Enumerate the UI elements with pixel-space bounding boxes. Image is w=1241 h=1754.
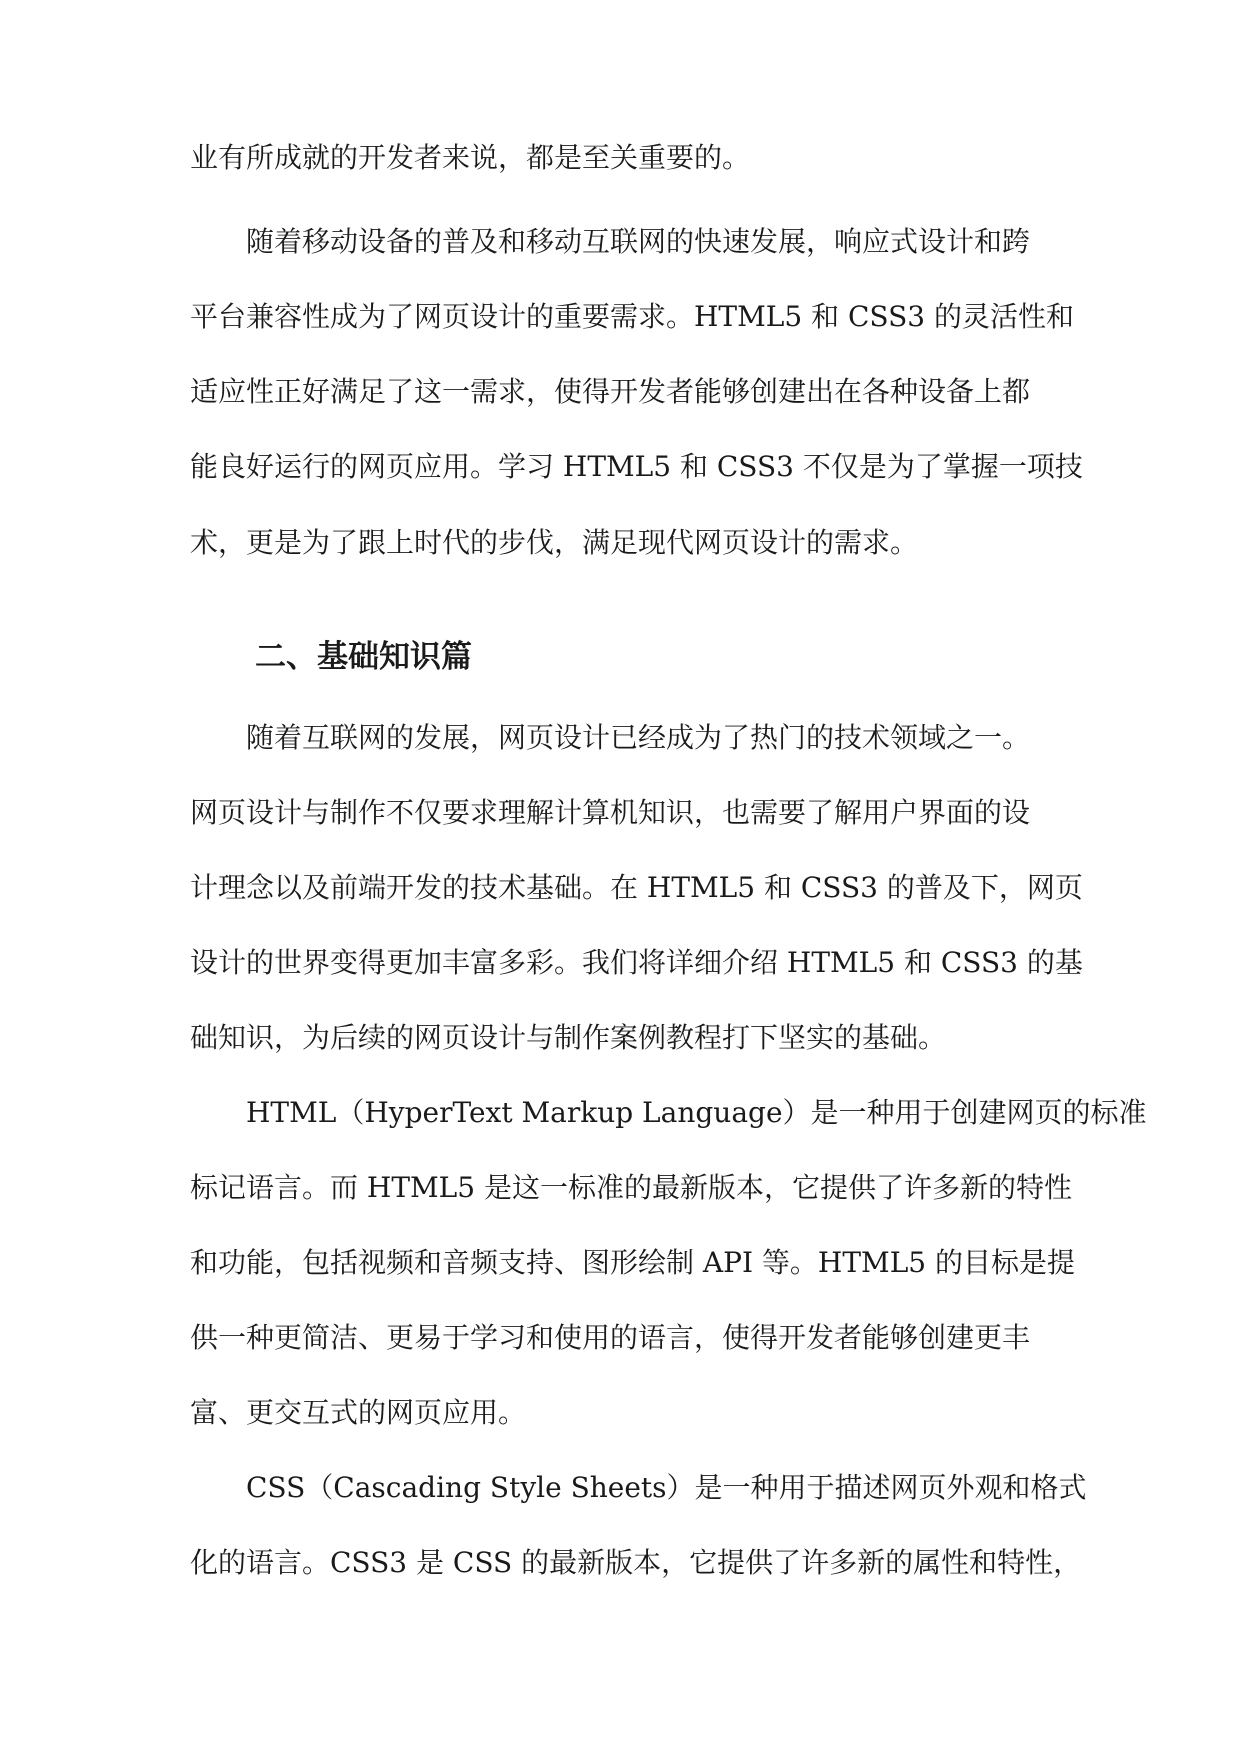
text-line: 网页设计与制作不仅要求理解计算机知识，也需要了解用户界面的设 [190, 796, 1031, 829]
text-line: 计理念以及前端开发的技术基础。在 HTML5 和 CSS3 的普及下，网页 [190, 871, 1083, 904]
text-line: 能良好运行的网页应用。学习 HTML5 和 CSS3 不仅是为了掌握一项技 [190, 450, 1083, 483]
text-line: HTML（HyperText Markup Language）是一种用于创建网页的标准 [246, 1096, 1147, 1129]
text-line: 和功能，包括视频和音频支持、图形绘制 API 等。HTML5 的目标是提 [190, 1246, 1075, 1279]
text-line: 业有所成就的开发者来说，都是至关重要的。 [190, 141, 751, 174]
text-line: 富、更交互式的网页应用。 [190, 1396, 527, 1429]
section-heading: 二、基础知识篇 [255, 639, 472, 675]
text-line: CSS（Cascading Style Sheets）是一种用于描述网页外观和格式 [246, 1471, 1087, 1504]
text-line: 设计的世界变得更加丰富多彩。我们将详细介绍 HTML5 和 CSS3 的基 [190, 946, 1083, 979]
text-line: 术，更是为了跟上时代的步伐，满足现代网页设计的需求。 [190, 526, 919, 559]
text-line: 标记语言。而 HTML5 是这一标准的最新版本，它提供了许多新的特性 [190, 1171, 1072, 1204]
text-line: 平台兼容性成为了网页设计的重要需求。HTML5 和 CSS3 的灵活性和 [190, 300, 1074, 333]
text-line: 随着互联网的发展，网页设计已经成为了热门的技术领域之一。 [246, 721, 1031, 754]
text-line: 随着移动设备的普及和移动互联网的快速发展，响应式设计和跨 [246, 225, 1031, 258]
text-line: 化的语言。CSS3 是 CSS 的最新版本，它提供了许多新的属性和特性， [190, 1546, 1082, 1579]
text-line: 供一种更简洁、更易于学习和使用的语言，使得开发者能够创建更丰 [190, 1321, 1031, 1354]
text-line: 础知识，为后续的网页设计与制作案例教程打下坚实的基础。 [190, 1021, 947, 1054]
text-line: 适应性正好满足了这一需求，使得开发者能够创建出在各种设备上都 [190, 375, 1031, 408]
